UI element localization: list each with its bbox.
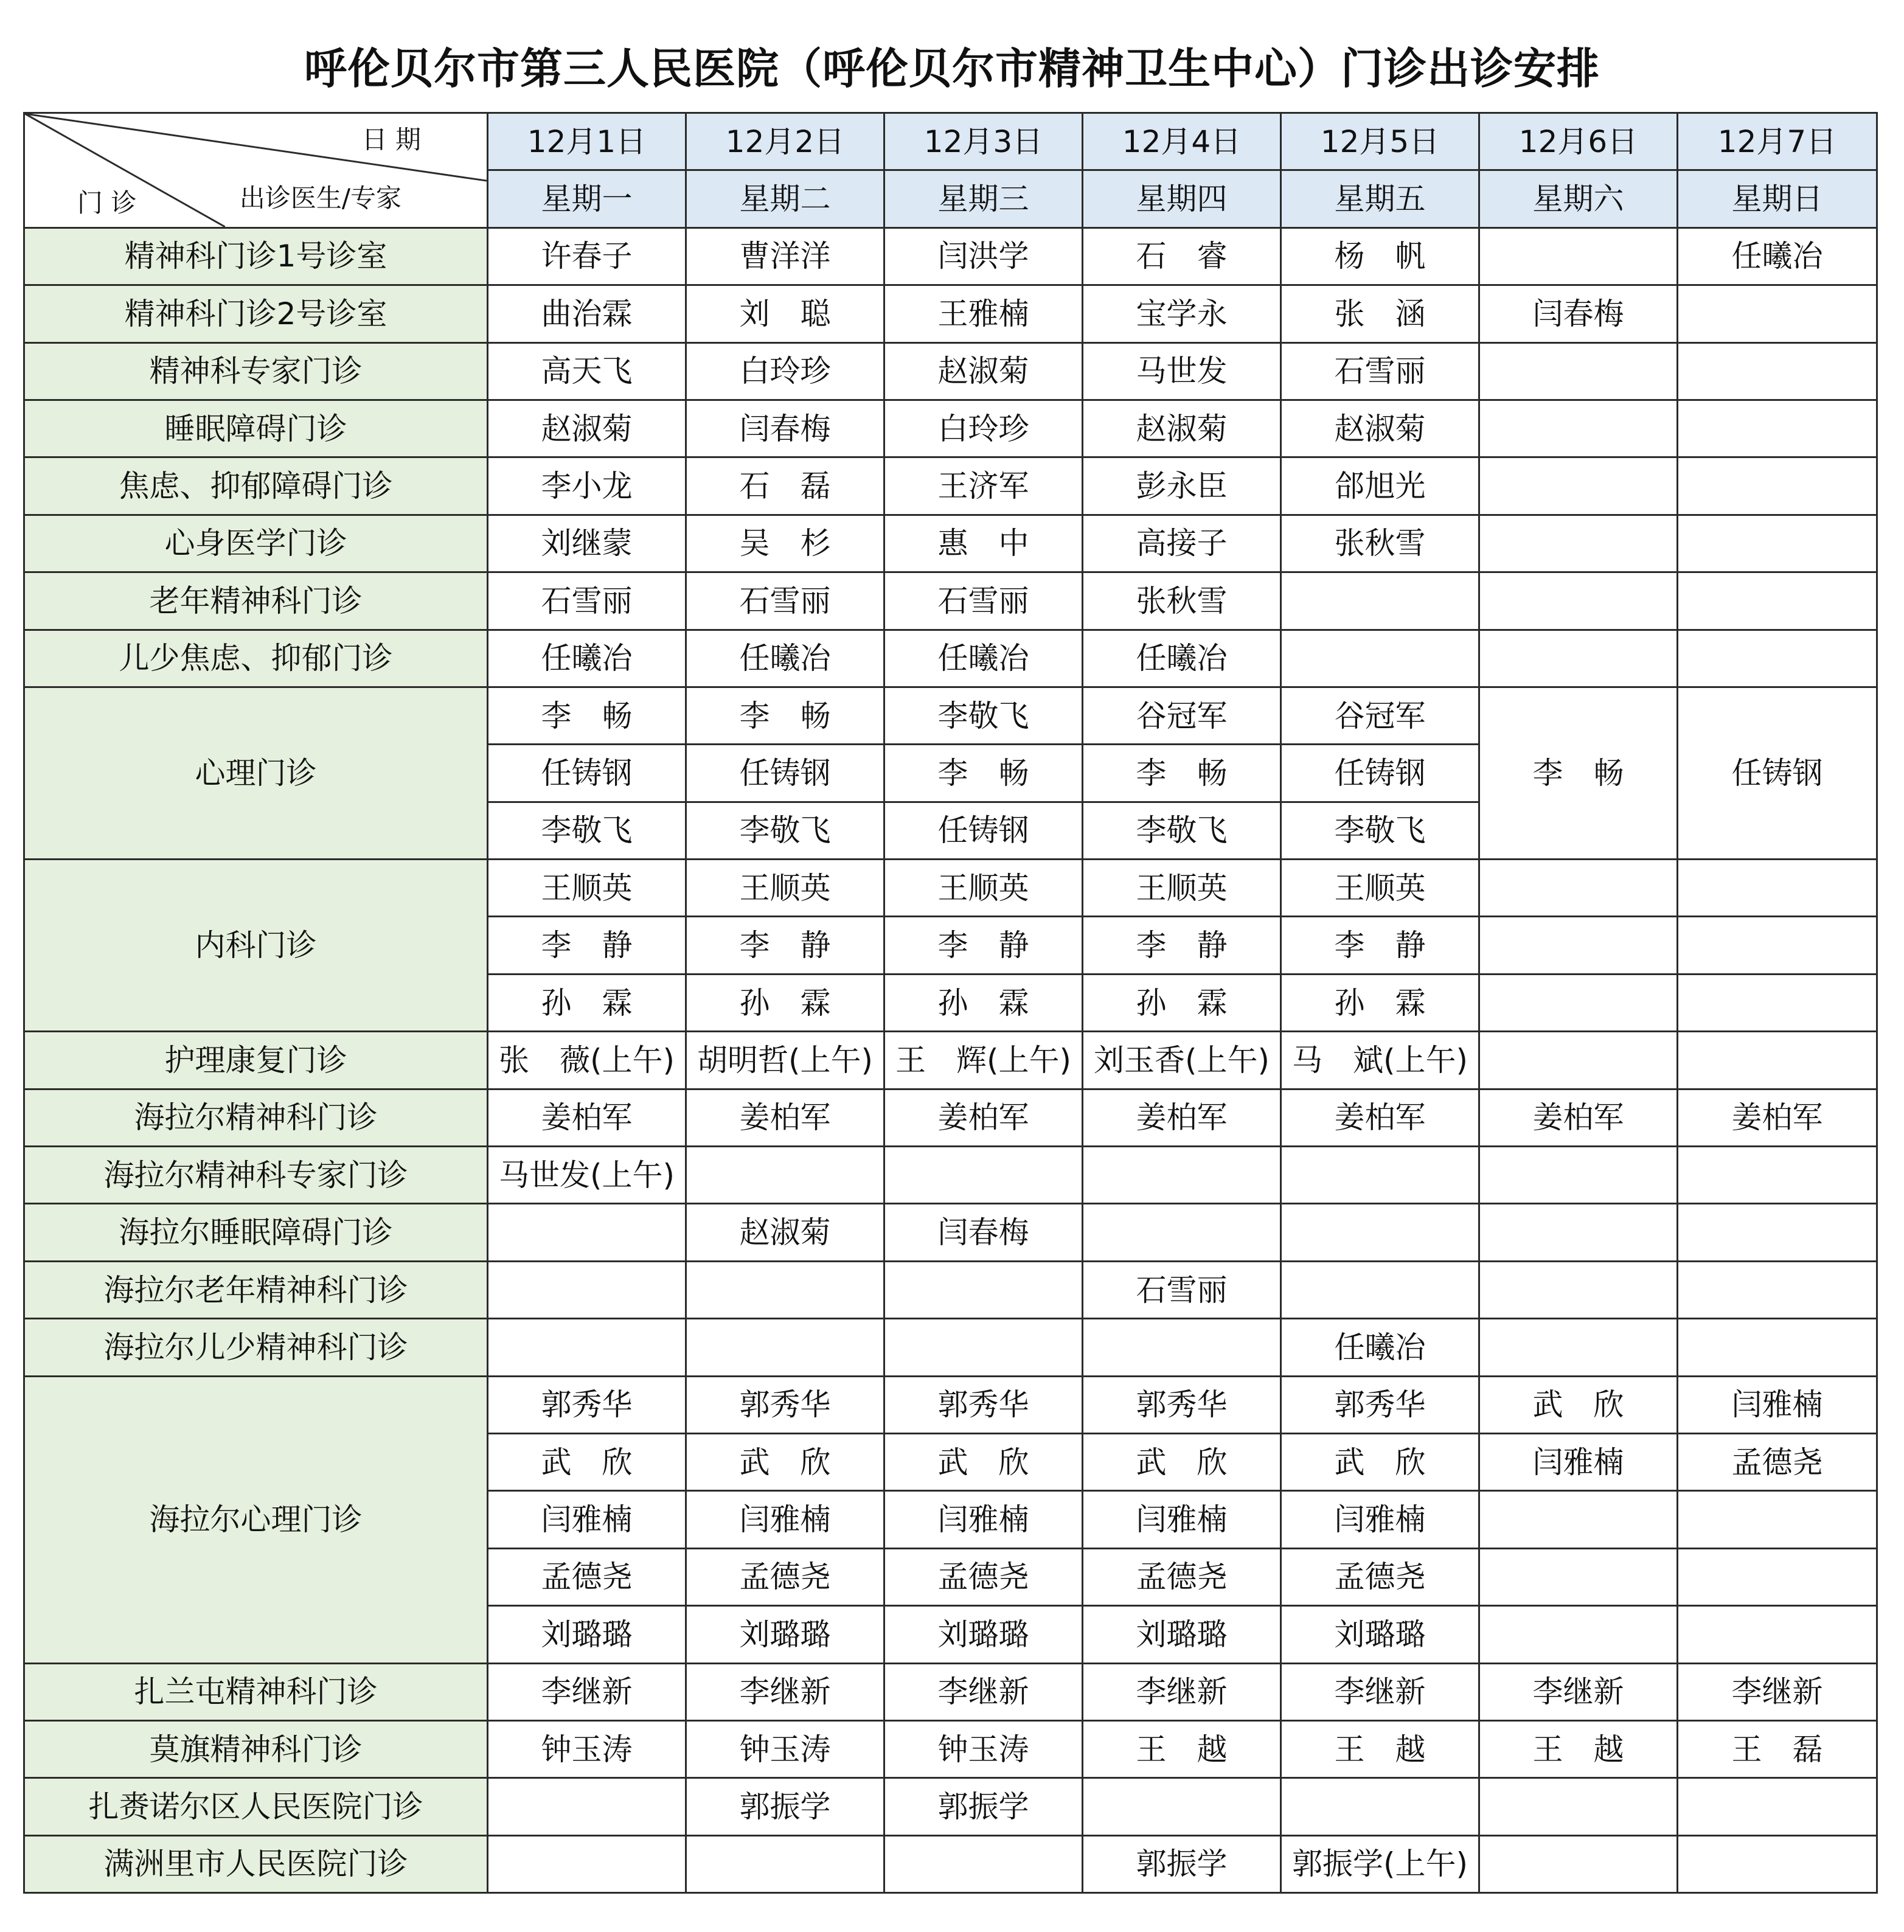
doctor-slot xyxy=(1678,1032,1877,1089)
doctor-slot: 刘玉香(上午) xyxy=(1083,1032,1281,1089)
doctor-slot: 钟玉涛 xyxy=(488,1720,686,1777)
doctor-slot: 李 静 xyxy=(488,917,686,974)
doctor-slot: 李继新 xyxy=(1281,1663,1479,1720)
doctor-slot: 白玲珍 xyxy=(884,400,1083,457)
doctor-slot: 李敬飞 xyxy=(686,802,884,859)
doctor-slot xyxy=(1678,1491,1877,1548)
doctor-slot: 石雪丽 xyxy=(488,572,686,630)
corner-clinic-label: 门 诊 xyxy=(77,188,137,218)
clinic-name: 海拉尔儿少精神科门诊 xyxy=(24,1319,488,1376)
doctor-slot: 姜柏军 xyxy=(1479,1089,1678,1146)
doctor-slot: 孙 霖 xyxy=(1281,974,1479,1031)
doctor-slot: 李 静 xyxy=(1083,917,1281,974)
doctor-slot xyxy=(1479,1204,1678,1261)
doctor-slot xyxy=(1479,515,1678,572)
weekday-header: 星期四 xyxy=(1083,170,1281,228)
doctor-slot-weekend: 李 畅 xyxy=(1479,687,1678,859)
doctor-slot xyxy=(488,1261,686,1318)
doctor-slot: 任铸钢 xyxy=(488,745,686,802)
doctor-slot: 刘璐璐 xyxy=(488,1606,686,1663)
clinic-name: 海拉尔精神科专家门诊 xyxy=(24,1147,488,1204)
doctor-slot: 杨 帆 xyxy=(1281,228,1479,285)
clinic-row xyxy=(24,1376,1877,1433)
doctor-slot: 李敬飞 xyxy=(1083,802,1281,859)
doctor-slot xyxy=(884,1147,1083,1204)
doctor-slot: 石 磊 xyxy=(686,457,884,515)
doctor-slot: 郭秀华 xyxy=(884,1376,1083,1433)
doctor-slot: 王顺英 xyxy=(1083,860,1281,917)
doctor-slot: 张秋雪 xyxy=(1281,515,1479,572)
doctor-slot: 赵淑菊 xyxy=(488,400,686,457)
date-header: 12月7日 xyxy=(1678,113,1877,170)
doctor-slot: 闫春梅 xyxy=(1479,285,1678,342)
schedule-table xyxy=(23,112,1878,1894)
doctor-slot: 武 欣 xyxy=(686,1433,884,1490)
clinic-row xyxy=(24,1204,1877,1261)
clinic-name: 扎赉诺尔区人民医院门诊 xyxy=(24,1778,488,1835)
date-header: 12月6日 xyxy=(1479,113,1678,170)
doctor-slot: 惠 中 xyxy=(884,515,1083,572)
doctor-slot: 任铸钢 xyxy=(686,745,884,802)
doctor-slot xyxy=(1281,1261,1479,1318)
clinic-name: 海拉尔心理门诊 xyxy=(24,1376,488,1663)
clinic-row xyxy=(24,1778,1877,1835)
doctor-slot: 石雪丽 xyxy=(686,572,884,630)
clinic-name: 心理门诊 xyxy=(24,687,488,859)
doctor-slot: 李 静 xyxy=(1281,917,1479,974)
date-header: 12月2日 xyxy=(686,113,884,170)
doctor-slot: 郭振学 xyxy=(884,1778,1083,1835)
doctor-slot xyxy=(1281,1778,1479,1835)
doctor-slot xyxy=(1678,974,1877,1031)
doctor-slot: 李 畅 xyxy=(884,745,1083,802)
page-title: 呼伦贝尔市第三人民医院（呼伦贝尔市精神卫生中心）门诊出诊安排 xyxy=(304,44,1600,94)
doctor-slot xyxy=(1479,974,1678,1031)
doctor-slot: 郭振学(上午) xyxy=(1281,1835,1479,1892)
doctor-slot xyxy=(1281,1147,1479,1204)
doctor-slot: 王顺英 xyxy=(488,860,686,917)
clinic-row xyxy=(24,1089,1877,1146)
doctor-slot: 李 静 xyxy=(686,917,884,974)
doctor-slot: 李继新 xyxy=(884,1663,1083,1720)
date-header: 12月3日 xyxy=(884,113,1083,170)
clinic-row xyxy=(24,1147,1877,1204)
clinic-name: 莫旗精神科门诊 xyxy=(24,1720,488,1777)
doctor-slot xyxy=(1479,630,1678,687)
clinic-row xyxy=(24,630,1877,687)
doctor-slot: 李继新 xyxy=(1083,1663,1281,1720)
doctor-slot xyxy=(1083,1147,1281,1204)
clinic-name: 老年精神科门诊 xyxy=(24,572,488,630)
doctor-slot xyxy=(1479,1548,1678,1605)
doctor-slot xyxy=(1678,1147,1877,1204)
doctor-slot xyxy=(1678,457,1877,515)
doctor-slot: 赵淑菊 xyxy=(884,342,1083,400)
doctor-slot xyxy=(1678,1319,1877,1376)
clinic-name: 心身医学门诊 xyxy=(24,515,488,572)
doctor-slot: 王 越 xyxy=(1479,1720,1678,1777)
clinic-row xyxy=(24,400,1877,457)
doctor-slot xyxy=(1678,515,1877,572)
doctor-slot xyxy=(1678,1548,1877,1605)
doctor-slot: 武 欣 xyxy=(884,1433,1083,1490)
doctor-slot xyxy=(1281,572,1479,630)
doctor-slot: 姜柏军 xyxy=(1281,1089,1479,1146)
doctor-slot: 武 欣 xyxy=(1281,1433,1479,1490)
clinic-row xyxy=(24,515,1877,572)
doctor-slot: 李继新 xyxy=(686,1663,884,1720)
doctor-slot: 闫雅楠 xyxy=(686,1491,884,1548)
doctor-slot: 孙 霖 xyxy=(488,974,686,1031)
clinic-name: 扎兰屯精神科门诊 xyxy=(24,1663,488,1720)
doctor-slot: 曲治霖 xyxy=(488,285,686,342)
doctor-slot xyxy=(884,1261,1083,1318)
clinic-row xyxy=(24,572,1877,630)
doctor-slot xyxy=(686,1835,884,1892)
doctor-slot: 赵淑菊 xyxy=(1281,400,1479,457)
doctor-slot: 李继新 xyxy=(1479,1663,1678,1720)
clinic-row xyxy=(24,1319,1877,1376)
doctor-slot: 姜柏军 xyxy=(884,1089,1083,1146)
doctor-slot: 姜柏军 xyxy=(488,1089,686,1146)
weekday-header: 星期六 xyxy=(1479,170,1678,228)
doctor-slot: 李 静 xyxy=(884,917,1083,974)
clinic-row xyxy=(24,1835,1877,1892)
doctor-slot xyxy=(1678,1606,1877,1663)
doctor-slot: 闫雅楠 xyxy=(1083,1491,1281,1548)
doctor-slot: 白玲珍 xyxy=(686,342,884,400)
doctor-slot: 闫雅楠 xyxy=(884,1491,1083,1548)
doctor-slot: 高接子 xyxy=(1083,515,1281,572)
doctor-slot xyxy=(1479,1261,1678,1318)
clinic-name: 海拉尔老年精神科门诊 xyxy=(24,1261,488,1318)
doctor-slot: 任曦冶 xyxy=(884,630,1083,687)
doctor-slot xyxy=(488,1204,686,1261)
doctor-slot: 赵淑菊 xyxy=(686,1204,884,1261)
header-date-row xyxy=(24,113,1877,170)
doctor-slot xyxy=(1678,285,1877,342)
doctor-slot: 武 欣 xyxy=(1083,1433,1281,1490)
doctor-slot: 曹洋洋 xyxy=(686,228,884,285)
weekday-header: 星期日 xyxy=(1678,170,1877,228)
doctor-slot: 张 薇(上午) xyxy=(488,1032,686,1089)
doctor-slot xyxy=(1479,917,1678,974)
doctor-slot: 马世发(上午) xyxy=(488,1147,686,1204)
doctor-slot xyxy=(1678,1835,1877,1892)
doctor-slot: 郭振学 xyxy=(686,1778,884,1835)
doctor-slot: 谷冠军 xyxy=(1281,687,1479,744)
doctor-slot: 李敬飞 xyxy=(1281,802,1479,859)
doctor-slot xyxy=(1083,1204,1281,1261)
clinic-row xyxy=(24,285,1877,342)
doctor-slot: 郭振学 xyxy=(1083,1835,1281,1892)
clinic-name: 海拉尔睡眠障碍门诊 xyxy=(24,1204,488,1261)
doctor-slot: 马世发 xyxy=(1083,342,1281,400)
clinic-name: 睡眠障碍门诊 xyxy=(24,400,488,457)
doctor-slot xyxy=(1678,630,1877,687)
doctor-slot: 李 畅 xyxy=(488,687,686,744)
corner-date-label: 日 期 xyxy=(361,125,421,155)
doctor-slot: 姜柏军 xyxy=(1678,1089,1877,1146)
doctor-slot: 姜柏军 xyxy=(686,1089,884,1146)
date-header: 12月4日 xyxy=(1083,113,1281,170)
clinic-name: 精神科专家门诊 xyxy=(24,342,488,400)
clinic-row xyxy=(24,1720,1877,1777)
doctor-slot: 宝学永 xyxy=(1083,285,1281,342)
doctor-slot: 孙 霖 xyxy=(884,974,1083,1031)
doctor-slot: 李继新 xyxy=(488,1663,686,1720)
doctor-slot: 姜柏军 xyxy=(1083,1089,1281,1146)
doctor-slot: 钟玉涛 xyxy=(686,1720,884,1777)
doctor-slot: 任曦冶 xyxy=(1678,228,1877,285)
doctor-slot: 郃旭光 xyxy=(1281,457,1479,515)
clinic-name: 精神科门诊2号诊室 xyxy=(24,285,488,342)
doctor-slot: 赵淑菊 xyxy=(1083,400,1281,457)
clinic-row xyxy=(24,228,1877,285)
doctor-slot: 孟德尧 xyxy=(686,1548,884,1605)
doctor-slot: 谷冠军 xyxy=(1083,687,1281,744)
doctor-slot: 王顺英 xyxy=(1281,860,1479,917)
doctor-slot xyxy=(1678,1778,1877,1835)
doctor-slot: 刘璐璐 xyxy=(1281,1606,1479,1663)
doctor-slot: 李敬飞 xyxy=(884,687,1083,744)
doctor-slot: 王 越 xyxy=(1281,1720,1479,1777)
doctor-slot xyxy=(488,1835,686,1892)
doctor-slot xyxy=(1479,1032,1678,1089)
doctor-slot: 闫雅楠 xyxy=(1281,1491,1479,1548)
doctor-slot: 孙 霖 xyxy=(1083,974,1281,1031)
doctor-slot: 郭秀华 xyxy=(488,1376,686,1433)
doctor-slot xyxy=(1083,1319,1281,1376)
doctor-slot: 许春子 xyxy=(488,228,686,285)
doctor-slot xyxy=(1678,400,1877,457)
doctor-slot: 马 斌(上午) xyxy=(1281,1032,1479,1089)
date-header: 12月5日 xyxy=(1281,113,1479,170)
doctor-slot: 闫洪学 xyxy=(884,228,1083,285)
doctor-slot: 刘璐璐 xyxy=(1083,1606,1281,1663)
doctor-slot: 孟德尧 xyxy=(1281,1548,1479,1605)
doctor-slot: 武 欣 xyxy=(1479,1376,1678,1433)
doctor-slot xyxy=(1678,860,1877,917)
doctor-slot xyxy=(1479,1606,1678,1663)
doctor-slot xyxy=(884,1835,1083,1892)
doctor-slot xyxy=(1281,630,1479,687)
doctor-slot: 王 辉(上午) xyxy=(884,1032,1083,1089)
doctor-slot-weekend: 任铸钢 xyxy=(1678,687,1877,859)
schedule-body xyxy=(24,113,1877,1893)
doctor-slot: 李小龙 xyxy=(488,457,686,515)
doctor-slot: 李敬飞 xyxy=(488,802,686,859)
doctor-slot: 刘璐璐 xyxy=(884,1606,1083,1663)
doctor-slot xyxy=(488,1319,686,1376)
doctor-slot: 李继新 xyxy=(1678,1663,1877,1720)
doctor-slot: 郭秀华 xyxy=(1083,1376,1281,1433)
doctor-slot: 郭秀华 xyxy=(686,1376,884,1433)
clinic-name: 海拉尔精神科门诊 xyxy=(24,1089,488,1146)
doctor-slot: 石 睿 xyxy=(1083,228,1281,285)
doctor-slot: 吴 杉 xyxy=(686,515,884,572)
doctor-slot: 刘继蒙 xyxy=(488,515,686,572)
doctor-slot: 闫雅楠 xyxy=(1678,1376,1877,1433)
weekday-header: 星期一 xyxy=(488,170,686,228)
clinic-row xyxy=(24,342,1877,400)
clinic-name: 内科门诊 xyxy=(24,860,488,1032)
doctor-slot xyxy=(1479,342,1678,400)
doctor-slot: 闫雅楠 xyxy=(1479,1433,1678,1490)
clinic-row xyxy=(24,1032,1877,1089)
clinic-row xyxy=(24,687,1877,744)
doctor-slot: 王雅楠 xyxy=(884,285,1083,342)
doctor-slot: 李 畅 xyxy=(686,687,884,744)
clinic-row xyxy=(24,457,1877,515)
doctor-slot xyxy=(1678,342,1877,400)
clinic-row xyxy=(24,1261,1877,1318)
doctor-slot xyxy=(686,1319,884,1376)
doctor-slot: 孟德尧 xyxy=(1083,1548,1281,1605)
doctor-slot: 闫春梅 xyxy=(884,1204,1083,1261)
doctor-slot: 刘 聪 xyxy=(686,285,884,342)
doctor-slot xyxy=(1479,1147,1678,1204)
clinic-row xyxy=(24,860,1877,917)
doctor-slot xyxy=(1479,457,1678,515)
doctor-slot: 闫春梅 xyxy=(686,400,884,457)
doctor-slot: 闫雅楠 xyxy=(488,1491,686,1548)
doctor-slot: 王顺英 xyxy=(686,860,884,917)
doctor-slot xyxy=(488,1778,686,1835)
doctor-slot: 王 磊 xyxy=(1678,1720,1877,1777)
clinic-name: 焦虑、抑郁障碍门诊 xyxy=(24,457,488,515)
doctor-slot xyxy=(1479,1491,1678,1548)
date-header: 12月1日 xyxy=(488,113,686,170)
doctor-slot: 李 畅 xyxy=(1083,745,1281,802)
doctor-slot: 任曦冶 xyxy=(488,630,686,687)
doctor-slot xyxy=(1083,1778,1281,1835)
doctor-slot: 孟德尧 xyxy=(884,1548,1083,1605)
doctor-slot: 任曦冶 xyxy=(686,630,884,687)
doctor-slot xyxy=(1479,1835,1678,1892)
weekday-header: 星期二 xyxy=(686,170,884,228)
doctor-slot: 张秋雪 xyxy=(1083,572,1281,630)
doctor-slot xyxy=(1678,1261,1877,1318)
doctor-slot: 任曦冶 xyxy=(1281,1319,1479,1376)
doctor-slot: 彭永臣 xyxy=(1083,457,1281,515)
weekday-header: 星期五 xyxy=(1281,170,1479,228)
doctor-slot: 王济军 xyxy=(884,457,1083,515)
doctor-slot: 任铸钢 xyxy=(884,802,1083,859)
doctor-slot: 刘璐璐 xyxy=(686,1606,884,1663)
doctor-slot xyxy=(1678,572,1877,630)
doctor-slot: 任铸钢 xyxy=(1281,745,1479,802)
doctor-slot: 张 涵 xyxy=(1281,285,1479,342)
doctor-slot: 高天飞 xyxy=(488,342,686,400)
corner-doctor-label: 出诊医生/专家 xyxy=(239,183,401,213)
doctor-slot: 王顺英 xyxy=(884,860,1083,917)
doctor-slot xyxy=(884,1319,1083,1376)
clinic-name: 精神科门诊1号诊室 xyxy=(24,228,488,285)
doctor-slot xyxy=(1479,228,1678,285)
corner-header xyxy=(24,113,488,228)
clinic-name: 护理康复门诊 xyxy=(24,1032,488,1089)
doctor-slot xyxy=(686,1261,884,1318)
doctor-slot xyxy=(686,1147,884,1204)
doctor-slot: 孙 霖 xyxy=(686,974,884,1031)
clinic-row xyxy=(24,1663,1877,1720)
doctor-slot xyxy=(1479,1778,1678,1835)
doctor-slot: 钟玉涛 xyxy=(884,1720,1083,1777)
doctor-slot xyxy=(1479,572,1678,630)
weekday-header: 星期三 xyxy=(884,170,1083,228)
doctor-slot: 石雪丽 xyxy=(1281,342,1479,400)
clinic-name: 儿少焦虑、抑郁门诊 xyxy=(24,630,488,687)
doctor-slot: 胡明哲(上午) xyxy=(686,1032,884,1089)
doctor-slot: 孟德尧 xyxy=(1678,1433,1877,1490)
doctor-slot xyxy=(1479,860,1678,917)
clinic-name: 满洲里市人民医院门诊 xyxy=(24,1835,488,1892)
doctor-slot: 郭秀华 xyxy=(1281,1376,1479,1433)
doctor-slot: 石雪丽 xyxy=(884,572,1083,630)
doctor-slot xyxy=(1678,1204,1877,1261)
doctor-slot xyxy=(1479,1319,1678,1376)
doctor-slot: 武 欣 xyxy=(488,1433,686,1490)
doctor-slot: 王 越 xyxy=(1083,1720,1281,1777)
doctor-slot: 石雪丽 xyxy=(1083,1261,1281,1318)
doctor-slot xyxy=(1281,1204,1479,1261)
doctor-slot xyxy=(1678,917,1877,974)
doctor-slot: 任曦冶 xyxy=(1083,630,1281,687)
doctor-slot: 孟德尧 xyxy=(488,1548,686,1605)
doctor-slot xyxy=(1479,400,1678,457)
